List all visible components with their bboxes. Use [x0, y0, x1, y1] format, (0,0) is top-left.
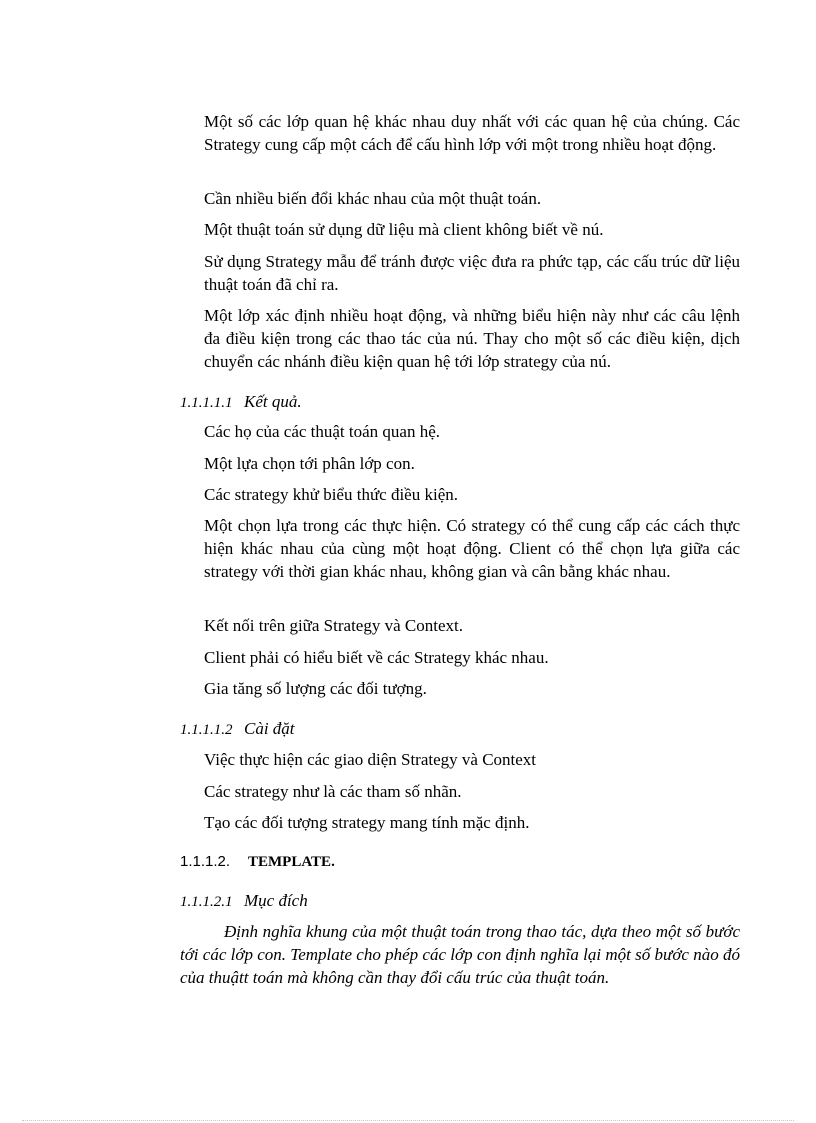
results-item-5: Kết nối trên giữa Strategy và Context. — [204, 616, 463, 635]
applicability-paragraph-1: Một số các lớp quan hệ khác nhau duy nhất với các quan hệ của chúng. Các Strategy cung cấp một cách để cấu hình lớp với một trong nhiều hoạt động. — [204, 112, 740, 154]
implementation-item-2: Các strategy như là các tham số nhãn. — [204, 782, 462, 801]
purpose-paragraph: Định nghĩa khung của một thuật toán trong thao tác, dựa theo một số bước tới các lớp con. Template cho phép các lớp con định nghĩa lại một số bước nào đó của thuậtt toán mà không cần thay đổi cấu trúc của thuật toán. — [180, 922, 740, 987]
section-number: 1.1.1.2. — [180, 853, 231, 870]
section-heading-template — [180, 849, 335, 874]
section-title: Kết quả. — [244, 392, 302, 411]
results-item-2: Một lựa chọn tới phân lớp con. — [204, 454, 415, 473]
results-item-6: Client phải có hiểu biết về các Strategy khác nhau. — [204, 648, 549, 667]
implementation-item-1: Việc thực hiện các giao diện Strategy và Context — [204, 750, 537, 769]
section-heading-purpose — [180, 889, 308, 914]
applicability-paragraph-4: Sử dụng Strategy mẫu để tránh được việc đưa ra phức tạp, các cấu trúc dữ liệu thuật toán đã chỉ ra. — [204, 252, 740, 294]
section-title: Cài đặt — [244, 719, 295, 738]
implementation-item-3: Tạo các đối tượng strategy mang tính mặc định. — [204, 813, 530, 832]
section-heading-results — [180, 390, 302, 415]
applicability-paragraph-5: Một lớp xác định nhiều hoạt động, và những biểu hiện này như các câu lệnh đa điều kiện trong các thao tác của nú. Thay cho một số các điều kiện, dịch chuyển các nhánh điều kiện quan hệ tới lớp strategy của nú. — [204, 306, 740, 371]
section-number: 1.1.1.1.1 — [180, 395, 233, 411]
section-number: 1.1.1.1.2 — [180, 722, 233, 738]
results-item-4: Một chọn lựa trong các thực hiện. Có strategy có thể cung cấp các cách thực hiện khác nhau của cùng một hoạt động. Client có thể chọn lựa giữa các strategy với thời gian khác nhau, không gian và cân bằng khác nhau. — [204, 516, 740, 581]
page-bottom-divider — [22, 1120, 794, 1121]
results-item-1: Các họ của các thuật toán quan hệ. — [204, 422, 441, 441]
applicability-paragraph-2: Cần nhiều biến đổi khác nhau của một thuật toán. — [204, 189, 542, 208]
section-title: Mục đích — [244, 891, 308, 910]
section-heading-implementation — [180, 717, 295, 742]
section-number: 1.1.1.2.1 — [180, 894, 233, 910]
results-item-3: Các strategy khử biểu thức điều kiện. — [204, 485, 458, 504]
section-title: TEMPLATE. — [248, 854, 335, 870]
results-item-7: Gia tăng số lượng các đối tượng. — [204, 679, 427, 698]
applicability-paragraph-3: Một thuật toán sử dụng dữ liệu mà client không biết về nú. — [204, 220, 604, 239]
